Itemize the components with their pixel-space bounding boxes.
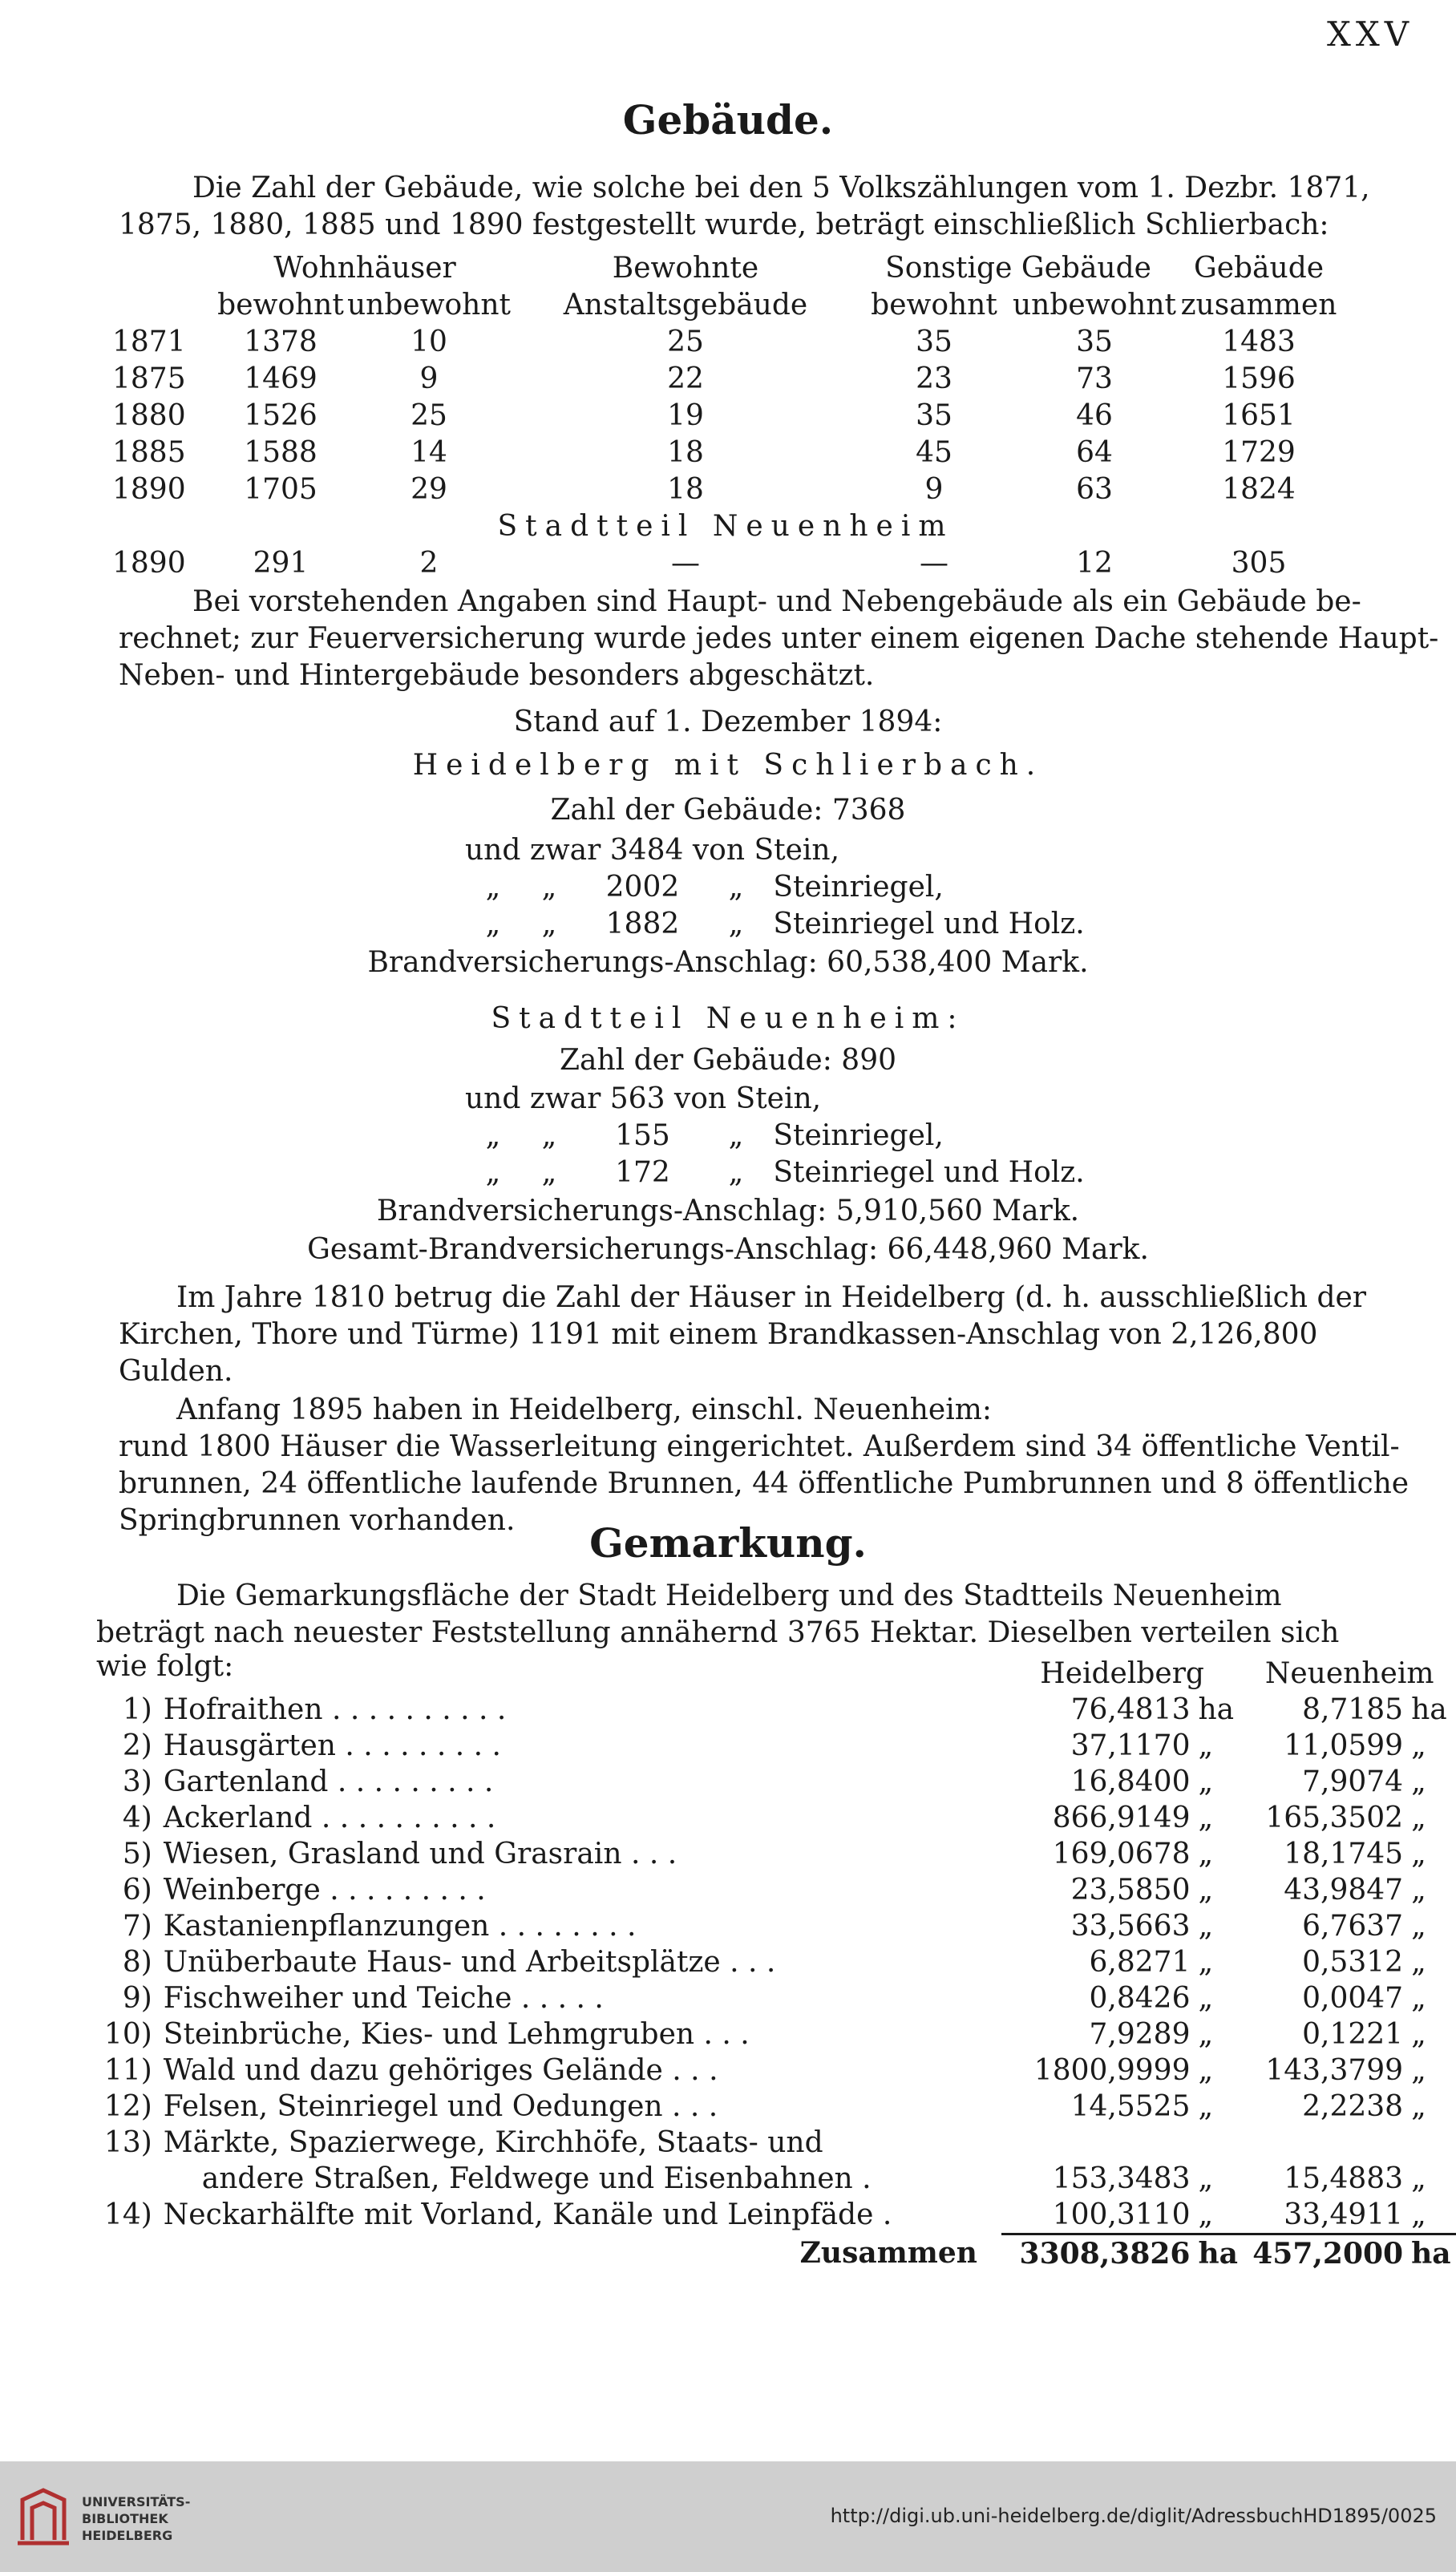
table-cell: 1871	[112, 326, 186, 358]
table-row	[96, 2125, 1456, 2161]
table-row	[112, 471, 1339, 508]
heidelberg-area: 37,1170	[1070, 1729, 1191, 1762]
table-cell: 29	[411, 473, 447, 506]
item-number: 11)	[103, 2053, 152, 2087]
unit: „	[1198, 2089, 1214, 2123]
table-cell: 14	[411, 436, 447, 469]
note-line-3: Neben- und Hintergebäude besonders abgeschätzt.	[119, 659, 875, 692]
table-row	[96, 2089, 1456, 2125]
unit: „	[1198, 1873, 1214, 1907]
neuenheim-area: 2,2238	[1302, 2089, 1404, 2123]
table-row	[112, 545, 1339, 582]
subheader-anstalt: Anstaltsgebäude	[563, 289, 808, 322]
table-cell: 46	[1076, 399, 1113, 432]
ditto-mark: „	[541, 908, 557, 940]
unit: ha	[1411, 1692, 1447, 1726]
heidelberg-insurance: Brandversicherungs-Anschlag: 60,538,400 Mark.	[367, 946, 1089, 979]
unit: „	[1198, 1945, 1214, 1979]
heidelberg-area: 33,5663	[1070, 1909, 1191, 1943]
table-cell: 23	[916, 362, 952, 395]
page-number: XXV	[1327, 14, 1414, 54]
unit: „	[1411, 2053, 1426, 2087]
total-insurance: Gesamt-Brandversicherungs-Anschlag: 66,448,960 Mark.	[307, 1233, 1149, 1266]
unit: „	[1411, 1729, 1426, 1762]
table-cell: 9	[924, 473, 944, 506]
water-line-2: rund 1800 Häuser die Wasserleitung eingerichtet. Außerdem sind 34 öffentliche Ventil-	[119, 1430, 1400, 1463]
subheader-bewohnt: bewohnt	[217, 289, 344, 322]
section-title-gebaeude: Gebäude.	[622, 96, 834, 144]
ditto-mark: „	[728, 1156, 744, 1189]
unit: „	[1198, 2162, 1214, 2195]
neuenheim-area: 18,1745	[1284, 1837, 1404, 1870]
unit: ha	[1403, 2234, 1456, 2272]
item-name: Hausgärten . . . . . . . . .	[163, 1729, 501, 1762]
subheader-unbewohnt: unbewohnt	[346, 289, 512, 322]
heidelberg-area: 0,8426	[1089, 1981, 1191, 2015]
table-cell: 1875	[112, 362, 186, 395]
unit: „	[1198, 1909, 1214, 1943]
item-name: Ackerland . . . . . . . . . .	[163, 1801, 496, 1834]
unit: „	[1411, 1909, 1426, 1943]
unit: „	[1198, 1765, 1214, 1798]
heidelberg-holz-line	[465, 908, 1085, 940]
neuenheim-area: 15,4883	[1284, 2162, 1404, 2195]
table-cell: 1885	[112, 436, 186, 469]
item-name: Märkte, Spazierwege, Kirchhöfe, Staats- und	[163, 2125, 823, 2159]
unit: „	[1411, 1765, 1426, 1798]
header-sonstige: Sonstige Gebäude	[885, 252, 1151, 285]
library-logo-icon	[14, 2484, 72, 2550]
table-row	[96, 1944, 1456, 1980]
item-number: 4)	[122, 1801, 152, 1834]
footer-bar	[0, 2461, 1456, 2572]
table-cell: 35	[916, 399, 952, 432]
item-number: 12)	[103, 2089, 152, 2123]
count-value: 1882	[605, 908, 680, 940]
history-line-3: Gulden.	[119, 1355, 233, 1388]
table-row	[96, 2052, 1456, 2089]
header-wohnhaeuser: Wohnhäuser	[273, 252, 456, 285]
table-cell: 1651	[1222, 399, 1296, 432]
heidelberg-heading: Heidelberg mit Schlierbach.	[412, 749, 1044, 782]
table-row	[96, 1908, 1456, 1944]
table-cell: 1890	[112, 473, 186, 506]
table-row	[112, 435, 1339, 471]
neuenheim-stein-line: und zwar 563 von Stein,	[465, 1082, 822, 1115]
stand-title: Stand auf 1. Dezember 1894:	[513, 706, 943, 738]
intro-line-2: 1875, 1880, 1885 und 1890 festgestellt wurde, beträgt einschließlich Schlierbach:	[119, 208, 1329, 241]
table-cell: 1378	[244, 326, 317, 358]
table-cell: 45	[916, 436, 952, 469]
item-name: Felsen, Steinriegel und Oedungen . . .	[163, 2089, 718, 2123]
history-line-1: Im Jahre 1810 betrug die Zahl der Häuser in Heidelberg (d. h. ausschließlich der	[176, 1281, 1367, 1314]
item-name: Weinberge . . . . . . . . .	[163, 1873, 486, 1907]
unit: „	[1411, 1801, 1426, 1834]
subheader-bewohnt-2: bewohnt	[871, 289, 997, 322]
count-value: 155	[615, 1119, 670, 1152]
unit: „	[1411, 2017, 1426, 2051]
material-label: Steinriegel,	[773, 1119, 944, 1152]
neuenheim-insurance: Brandversicherungs-Anschlag: 5,910,560 Mark.	[376, 1195, 1080, 1227]
heidelberg-area: 7,9289	[1089, 2017, 1191, 2051]
item-name: Kastanienpflanzungen . . . . . . . .	[163, 1909, 637, 1943]
item-name: Gartenland . . . . . . . . .	[163, 1765, 494, 1798]
table-cell: 35	[1076, 326, 1113, 358]
unit: „	[1411, 2198, 1426, 2231]
table-row	[96, 1980, 1456, 2016]
table-cell: —	[920, 547, 948, 580]
item-number: 14)	[103, 2198, 152, 2232]
heidelberg-area: 23,5850	[1070, 1873, 1191, 1907]
table-row	[112, 324, 1339, 361]
library-name	[82, 2493, 190, 2544]
table-cell: 18	[667, 473, 704, 506]
table-cell: 1483	[1222, 326, 1296, 358]
item-number: 3)	[122, 1765, 152, 1798]
item-name: Neckarhälfte mit Vorland, Kanäle und Leinpfäde .	[163, 2198, 892, 2232]
table-cell: 1596	[1222, 362, 1296, 395]
source-url-link[interactable]: http://digi.ub.uni-heidelberg.de/diglit/AdressbuchHD1895/0025	[830, 2505, 1437, 2527]
history-line-2: Kirchen, Thore und Türme) 1191 mit einem Brandkassen-Anschlag von 2,126,800	[119, 1318, 1318, 1351]
item-number: 9)	[122, 1981, 152, 2015]
unit: ha	[1190, 2234, 1243, 2272]
gemarkung-intro-line-3: wie folgt:	[96, 1650, 234, 1683]
count-value: 172	[615, 1156, 670, 1189]
table-cell: 1588	[244, 436, 317, 469]
table-row	[112, 398, 1339, 435]
neuenheim-area: 0,5312	[1302, 1945, 1404, 1979]
table-cell: 25	[411, 399, 447, 432]
table-cell: 18	[667, 436, 704, 469]
unit: „	[1198, 1801, 1214, 1834]
item-number: 5)	[122, 1837, 152, 1870]
unit: „	[1198, 2198, 1214, 2231]
table-cell: 73	[1076, 362, 1113, 395]
neuenheim-area: 7,9074	[1302, 1765, 1404, 1798]
heidelberg-area: 76,4813	[1070, 1692, 1191, 1726]
table-cell: 1880	[112, 399, 186, 432]
total-label: Zusammen	[799, 2235, 977, 2270]
item-number: 2)	[122, 1729, 152, 1762]
material-label: Steinriegel,	[773, 871, 944, 904]
heidelberg-area: 6,8271	[1089, 1945, 1191, 1979]
table-cell: 35	[916, 326, 952, 358]
gemarkung-intro-line-2: beträgt nach neuester Feststellung annähernd 3765 Hektar. Dieselben verteilen sich	[96, 1616, 1340, 1649]
heidelberg-area: 1800,9999	[1033, 2053, 1191, 2087]
material-label: Steinriegel und Holz.	[773, 1156, 1085, 1189]
item-name: Fischweiher und Teiche . . . . .	[163, 1981, 604, 2015]
logo-line: UNIVERSITÄTS-	[82, 2494, 191, 2509]
ditto-mark: „	[485, 1119, 501, 1152]
item-number: 7)	[122, 1909, 152, 1943]
neuenheim-count: Zahl der Gebäude: 890	[559, 1044, 896, 1077]
neuenheim-heading: Stadtteil Neuenheim:	[491, 1002, 965, 1035]
table-row	[96, 2197, 1456, 2234]
table-cell: 1729	[1222, 436, 1296, 469]
table-cell: 10	[411, 326, 447, 358]
subheader-zusammen: zusammen	[1180, 289, 1337, 322]
unit: „	[1411, 2162, 1426, 2195]
item-name: Wiesen, Grasland und Grasrain . . .	[163, 1837, 677, 1870]
item-name: Hofraithen . . . . . . . . . .	[163, 1692, 507, 1726]
table-cell: 22	[667, 362, 704, 395]
table-subheading-row	[112, 508, 1339, 545]
table-cell: 19	[667, 399, 704, 432]
table-cell: 12	[1076, 547, 1113, 580]
neuenheim-area: 43,9847	[1284, 1873, 1404, 1907]
item-number: 1)	[122, 1692, 152, 1726]
unit: „	[1411, 1837, 1426, 1870]
header-heidelberg: Heidelberg	[1040, 1656, 1204, 1690]
total-neuenheim: 457,2000	[1243, 2234, 1403, 2272]
water-line-4: Springbrunnen vorhanden.	[119, 1504, 516, 1537]
ditto-mark: „	[541, 1119, 557, 1152]
total-heidelberg: 3308,3826	[1001, 2234, 1191, 2272]
total-row	[96, 2234, 1456, 2272]
neuenheim-area: 6,7637	[1302, 1909, 1404, 1943]
table-cell: 1705	[244, 473, 317, 506]
heidelberg-count: Zahl der Gebäude: 7368	[550, 794, 906, 827]
gemarkung-intro-line-1: Die Gemarkungsfläche der Stadt Heidelberg und des Stadtteils Neuenheim	[176, 1579, 1282, 1612]
neuenheim-area: 0,0047	[1302, 1981, 1404, 2015]
material-label: Steinriegel und Holz.	[773, 908, 1085, 940]
neuenheim-area: 33,4911	[1284, 2198, 1404, 2231]
heidelberg-area: 169,0678	[1052, 1837, 1191, 1870]
heidelberg-area: 100,3110	[1052, 2198, 1191, 2231]
table-row	[96, 1764, 1456, 1800]
ditto-mark: „	[485, 908, 501, 940]
neuenheim-area: 165,3502	[1265, 1801, 1404, 1834]
unit: „	[1198, 1981, 1214, 2015]
neuenheim-area: 0,1221	[1302, 2017, 1404, 2051]
table-row	[96, 1800, 1456, 1836]
table-row	[96, 1692, 1456, 1728]
neuenheim-area: 143,3799	[1265, 2053, 1404, 2087]
table-cell: 1824	[1222, 473, 1296, 506]
subheading-neuenheim: Stadtteil Neuenheim	[497, 510, 954, 543]
unit: ha	[1198, 1692, 1235, 1726]
table-row	[96, 1836, 1456, 1872]
item-name: Steinbrüche, Kies- und Lehmgruben . . .	[163, 2017, 750, 2051]
table-cell: 2	[419, 547, 439, 580]
unit: „	[1198, 2017, 1214, 2051]
table-header-row	[112, 250, 1339, 287]
table-cell: —	[671, 547, 700, 580]
heidelberg-area: 866,9149	[1052, 1801, 1191, 1834]
buildings-table	[112, 250, 1339, 582]
intro-line-1: Die Zahl der Gebäude, wie solche bei den 5 Volkszählungen vom 1. Dezbr. 1871,	[192, 172, 1370, 204]
ditto-mark: „	[728, 908, 744, 940]
table-row	[96, 2016, 1456, 2052]
heidelberg-area: 153,3483	[1052, 2162, 1191, 2195]
item-number: 10)	[103, 2017, 152, 2051]
table-row	[112, 361, 1339, 398]
ditto-mark: „	[485, 871, 501, 904]
section-title-gemarkung: Gemarkung.	[589, 1519, 867, 1567]
table-row	[96, 1728, 1456, 1764]
header-gebaeude: Gebäude	[1193, 252, 1325, 285]
header-bewohnte: Bewohnte	[612, 252, 759, 285]
neuenheim-holz-line	[465, 1156, 1085, 1189]
unit: „	[1198, 2053, 1214, 2087]
logo-line: HEIDELBERG	[82, 2528, 173, 2543]
table-cell: 64	[1076, 436, 1113, 469]
ditto-mark: „	[541, 1156, 557, 1189]
heidelberg-area: 16,8400	[1070, 1765, 1191, 1798]
item-number: 13)	[103, 2125, 152, 2159]
note-line-2: rechnet; zur Feuerversicherung wurde jedes unter einem eigenen Dache stehende Haupt-	[119, 622, 1439, 655]
item-number: 8)	[122, 1945, 152, 1979]
water-line-1: Anfang 1895 haben in Heidelberg, einschl. Neuenheim:	[176, 1393, 993, 1426]
table-cell: 1890	[112, 547, 186, 580]
neuenheim-area: 11,0599	[1284, 1729, 1404, 1762]
unit: „	[1411, 1873, 1426, 1907]
unit: „	[1411, 2089, 1426, 2123]
neuenheim-steinriegel-line	[465, 1119, 944, 1152]
ditto-mark: „	[728, 871, 744, 904]
unit: „	[1411, 1981, 1426, 2015]
table-cell: 1469	[244, 362, 317, 395]
land-use-table	[96, 1656, 1456, 2271]
table-header-row	[96, 1656, 1456, 1692]
table-cell: 1526	[244, 399, 317, 432]
item-number: 6)	[122, 1873, 152, 1907]
heidelberg-stein-line: und zwar 3484 von Stein,	[465, 834, 840, 867]
item-name: Wald und dazu gehöriges Gelände . . .	[163, 2053, 718, 2087]
water-line-3: brunnen, 24 öffentliche laufende Brunnen, 44 öffentliche Pumbrunnen und 8 öffentliche	[119, 1467, 1409, 1500]
heidelberg-steinriegel-line	[465, 871, 944, 904]
count-value: 2002	[605, 871, 680, 904]
neuenheim-area: 8,7185	[1302, 1692, 1404, 1726]
ditto-mark: „	[485, 1156, 501, 1189]
subheader-unbewohnt-2: unbewohnt	[1012, 289, 1177, 322]
heidelberg-area: 14,5525	[1070, 2089, 1191, 2123]
ditto-mark: „	[541, 871, 557, 904]
table-row	[96, 2161, 1456, 2197]
table-cell: 25	[667, 326, 704, 358]
item-name: Unüberbaute Haus- und Arbeitsplätze . . .	[163, 1945, 776, 1979]
table-cell: 63	[1076, 473, 1113, 506]
logo-line: BIBLIOTHEK	[82, 2511, 168, 2526]
table-row	[96, 1872, 1456, 1908]
item-name-continued: andere Straßen, Feldwege und Eisenbahnen .	[201, 2162, 872, 2195]
table-cell: 305	[1231, 547, 1287, 580]
unit: „	[1198, 1837, 1214, 1870]
ditto-mark: „	[728, 1119, 744, 1152]
unit: „	[1198, 1729, 1214, 1762]
note-line-1: Bei vorstehenden Angaben sind Haupt- und Nebengebäude als ein Gebäude be-	[192, 585, 1361, 618]
table-subheader-row	[112, 287, 1339, 324]
header-neuenheim: Neuenheim	[1264, 1656, 1434, 1690]
unit: „	[1411, 1945, 1426, 1979]
table-cell: 291	[253, 547, 309, 580]
table-cell: 9	[419, 362, 439, 395]
